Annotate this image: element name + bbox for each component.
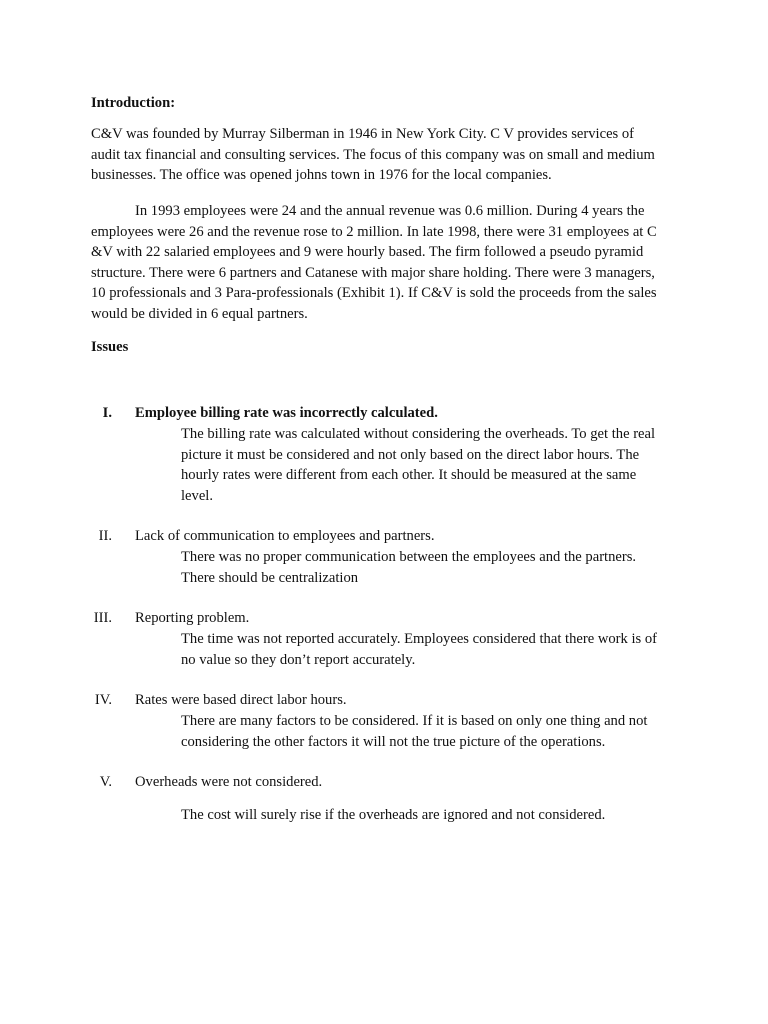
text-line: There are many factors to be considered. If it is based on only one thing and not	[181, 713, 648, 729]
issue-description	[181, 547, 691, 588]
issue-title: Reporting problem.	[135, 610, 250, 626]
intro-paragraph-2	[91, 201, 691, 325]
issue-description	[181, 805, 691, 826]
text-line: employees were 26 and the revenue rose to 2 million. In late 1998, there were 31 employees at C	[91, 223, 657, 240]
introduction-heading: Introduction:	[91, 95, 176, 111]
text-line: There was no proper communication between the employees and the partners.	[181, 549, 637, 565]
issue-number: V.	[99, 774, 112, 790]
issue-title: Overheads were not considered.	[135, 774, 323, 790]
text-line: would be divided in 6 equal partners.	[91, 305, 308, 322]
text-line: The billing rate was calculated without considering the overheads. To get the real	[181, 426, 656, 442]
issue-description	[181, 629, 691, 670]
issue-title: Rates were based direct labor hours.	[135, 692, 347, 708]
text-line: audit tax financial and consulting services. The focus of this company was on small and medium	[91, 146, 655, 163]
text-line: no value so they don’t report accurately.	[181, 651, 416, 668]
text-line: picture it must be considered and not only based on the direct labor hours. The	[181, 446, 640, 463]
text-line: The cost will surely rise if the overheads are ignored and not considered.	[181, 807, 606, 823]
text-line: The time was not reported accurately. Employees considered that there work is of	[181, 631, 658, 647]
issue-number: I.	[102, 405, 112, 421]
text-line: C&V was founded by Murray Silberman in 1946 in New York City. C V provides services of	[91, 126, 635, 142]
issues-heading: Issues	[91, 339, 129, 355]
issue-title: Lack of communication to employees and partners.	[135, 528, 435, 544]
text-line: level.	[181, 487, 214, 504]
text-line: In 1993 employees were 24 and the annual revenue was 0.6 million. During 4 years the	[135, 203, 645, 219]
issue-description	[181, 711, 691, 752]
text-line: considering the other factors it will not the true picture of the operations.	[181, 733, 606, 750]
issue-number: II.	[98, 528, 112, 544]
text-line: There should be centralization	[181, 569, 359, 586]
issue-number: IV.	[94, 692, 112, 708]
issue-title: Employee billing rate was incorrectly calculated.	[135, 405, 438, 421]
text-line: structure. There were 6 partners and Catanese with major share holding. There were 3 managers,	[91, 264, 655, 281]
issue-number: III.	[93, 610, 112, 626]
issue-description	[181, 424, 691, 506]
text-line: 10 professionals and 3 Para-professionals (Exhibit 1). If C&V is sold the proceeds from the sales	[91, 285, 657, 302]
text-line: &V with 22 salaried employees and 9 were hourly based. The firm followed a pseudo pyramid	[91, 244, 644, 261]
text-line: hourly rates were different from each other. It should be measured at the same	[181, 467, 637, 484]
text-line: businesses. The office was opened johns town in 1976 for the local companies.	[91, 167, 552, 184]
intro-paragraph-1	[91, 124, 691, 186]
